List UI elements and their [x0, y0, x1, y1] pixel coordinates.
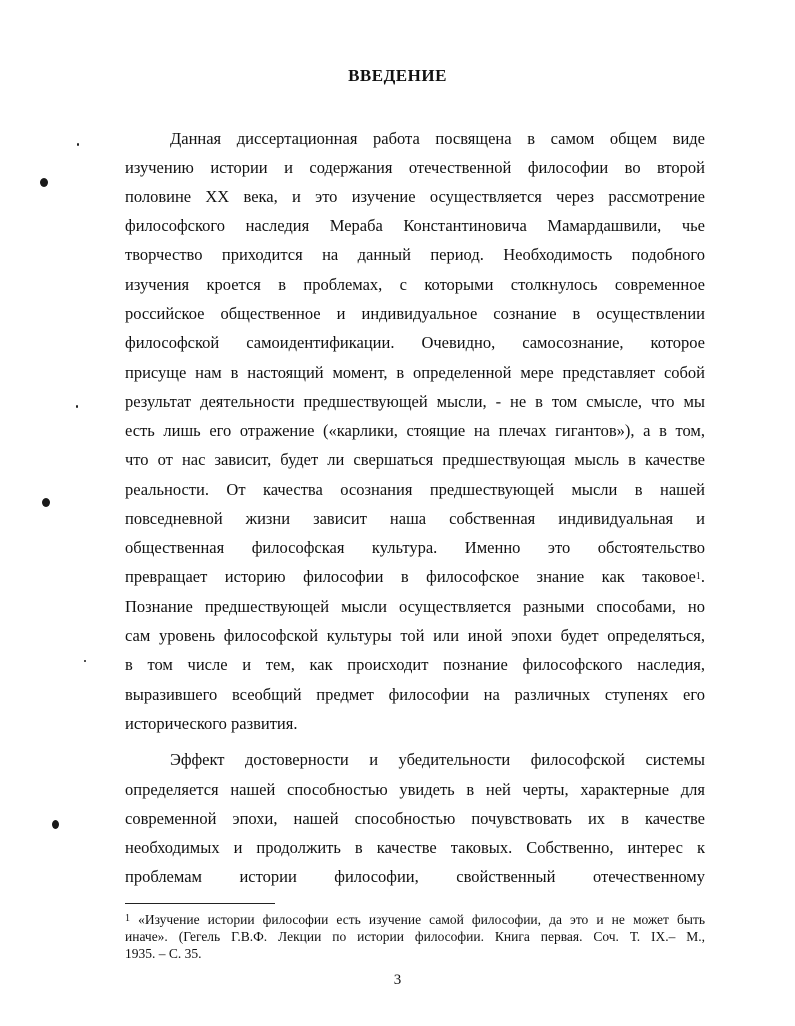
text-line: изучения кроется в проблемах, с которыми столкнулось современное: [125, 275, 705, 294]
scan-speck: [42, 498, 50, 507]
text-line: проблемам истории философии, свойственный отечественному: [125, 867, 705, 886]
page-title: ВВЕДЕНИЕ: [348, 66, 447, 85]
scan-speck: [40, 178, 48, 187]
text-line: философского наследия Мераба Константиновича Мамардашвили, чье: [125, 216, 705, 235]
text-line: Познание предшествующей мысли осуществляется разными способами, но: [125, 597, 705, 616]
footnote-line: 1935. – С. 35.: [125, 946, 202, 961]
text-line: реальности. От качества осознания предшествующей мысли в нашей: [125, 480, 705, 499]
text-line: необходимых и продолжить в качестве таковых. Собственно, интерес к: [125, 838, 705, 857]
text-line: общественная философская культура. Именно это обстоятельство: [125, 538, 705, 557]
scan-speck: [77, 143, 79, 146]
text-line: выразившего всеобщий предмет философии на различных ступенях его: [125, 685, 705, 704]
footnote-marker: 1: [125, 913, 130, 924]
text-line-with-footnote: превращает историю философии в философское знание как таковое$^1$.: [125, 567, 705, 586]
scan-speck: [76, 405, 78, 408]
text-line-content: превращает историю философии в философское знание как таковое: [125, 567, 696, 586]
text-line: Эффект достоверности и убедительности философской системы: [170, 750, 705, 769]
text-line: современной эпохи, нашей способностью почувствовать их в качестве: [125, 809, 705, 828]
text-line: творчество приходится на данный период. Необходимость подобного: [125, 245, 705, 264]
text-line: сам уровень философской культуры той или иной эпохи будет определяться,: [125, 626, 705, 645]
text-line: повседневной жизни зависит наша собственная индивидуальная и: [125, 509, 705, 528]
scan-speck: [84, 660, 86, 662]
page-number: 3: [393, 972, 402, 988]
footnote-separator: [125, 903, 275, 904]
text-line: изучению истории и содержания отечественной философии во второй: [125, 158, 705, 177]
footnote-text: «Изучение истории философии есть изучение самой философии, да это и не может быть: [138, 912, 706, 927]
text-line: результат деятельности предшествующей мысли, - не в том смысле, что мы: [125, 392, 705, 411]
footnote-reference: 1: [695, 571, 701, 582]
text-line: российское общественное и индивидуальное сознание в осуществлении: [125, 304, 705, 323]
footnote-line: иначе». (Гегель Г.В.Ф. Лекции по истории философии. Книга первая. Соч. Т. IX.– М.,: [125, 929, 705, 944]
text-line: исторического развития.: [125, 714, 298, 733]
text-line: определяется нашей способностью увидеть в ней черты, характерные для: [125, 780, 705, 799]
text-line: присуще нам в настоящий момент, в определенной мере представляет собой: [125, 363, 705, 382]
text-line: философской самоидентификации. Очевидно, самосознание, которое: [125, 333, 705, 352]
footnote-line: [125, 911, 705, 928]
scan-speck: [52, 820, 59, 829]
text-line: что от нас зависит, будет ли свершаться предшествующая мысль в качестве: [125, 450, 705, 469]
text-line: в том числе и тем, как происходит познание философского наследия,: [125, 655, 705, 674]
text-line: Данная диссертационная работа посвящена в самом общем виде: [170, 129, 705, 148]
text-line: половине XX века, и это изучение осуществляется через рассмотрение: [125, 187, 705, 206]
text-line: есть лишь его отражение («карлики, стоящие на плечах гигантов»), а в том,: [125, 421, 705, 440]
